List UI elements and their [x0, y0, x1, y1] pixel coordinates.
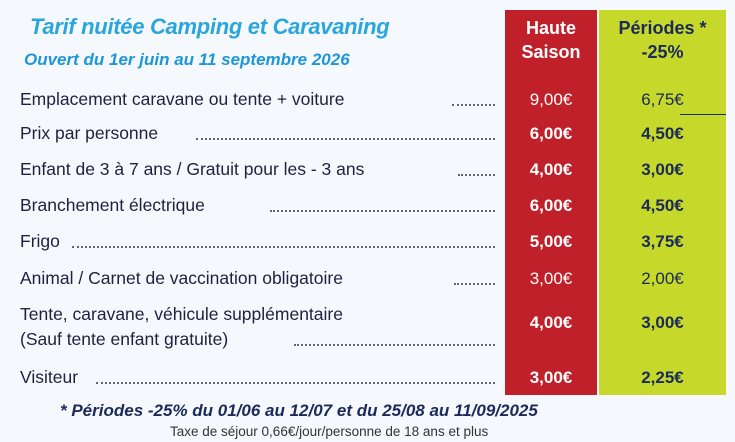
discount-price: 3,75€ — [641, 232, 684, 251]
discount-header-line1: Périodes * — [618, 18, 707, 38]
leader-dots — [294, 342, 495, 346]
leader-dots — [458, 172, 495, 176]
opening-dates: Ouvert du 1er juin au 11 septembre 2026 — [24, 50, 350, 69]
discount-price: 3,00€ — [641, 160, 684, 179]
row-label: Branchement électrique — [20, 195, 205, 215]
high-season-price: 4,00€ — [529, 160, 573, 179]
leader-dots — [196, 136, 495, 140]
high-season-price: 3,00€ — [529, 269, 573, 288]
high-season-price: 3,00€ — [529, 368, 573, 387]
row-label: Animal / Carnet de vaccination obligatoire — [20, 268, 343, 288]
leader-dots — [72, 244, 495, 248]
row-label: Prix par personne — [20, 123, 159, 143]
row-label: Frigo — [20, 231, 60, 251]
high-season-header-line2: Saison — [521, 42, 581, 62]
leader-dots — [270, 208, 495, 212]
leader-dots — [452, 102, 495, 106]
high-season-price: 5,00€ — [529, 232, 573, 251]
leader-dots — [454, 281, 495, 285]
high-season-header — [505, 16, 597, 64]
page-title: Tarif nuitée Camping et Caravaning — [30, 14, 390, 39]
high-season-price: 6,00€ — [529, 124, 573, 143]
discount-price: 3,00€ — [641, 313, 684, 332]
row-label: Emplacement caravane ou tente + voiture — [20, 89, 345, 109]
row-label: Tente, caravane, véhicule supplémentaire — [20, 304, 343, 324]
row-label: Enfant de 3 à 7 ans / Gratuit pour les - 3 ans — [20, 159, 365, 179]
discount-price: 2,25€ — [641, 368, 684, 387]
high-season-header-line1: Haute — [525, 18, 576, 38]
row-label-note: (Sauf tente enfant gratuite) — [20, 329, 229, 349]
high-season-price: 9,00€ — [529, 90, 573, 109]
discount-price: 4,50€ — [641, 196, 684, 215]
discount-period-note: * Périodes -25% du 01/06 au 12/07 et du 25/08 au 11/09/2025 — [60, 401, 538, 420]
high-season-price: 6,00€ — [529, 196, 573, 215]
discount-period-header — [599, 16, 726, 64]
discount-price: 4,50€ — [641, 124, 684, 143]
discount-header-line2: -25% — [641, 42, 684, 62]
leader-dots — [96, 380, 495, 384]
tourist-tax-note: Taxe de séjour 0,66€/jour/personne de 18 ans et plus — [170, 424, 489, 439]
row-label: Visiteur — [20, 367, 79, 387]
discount-price: 6,75€ — [641, 90, 684, 109]
discount-price: 2,00€ — [641, 269, 684, 288]
high-season-price: 4,00€ — [529, 313, 573, 332]
separator-line — [680, 114, 726, 115]
